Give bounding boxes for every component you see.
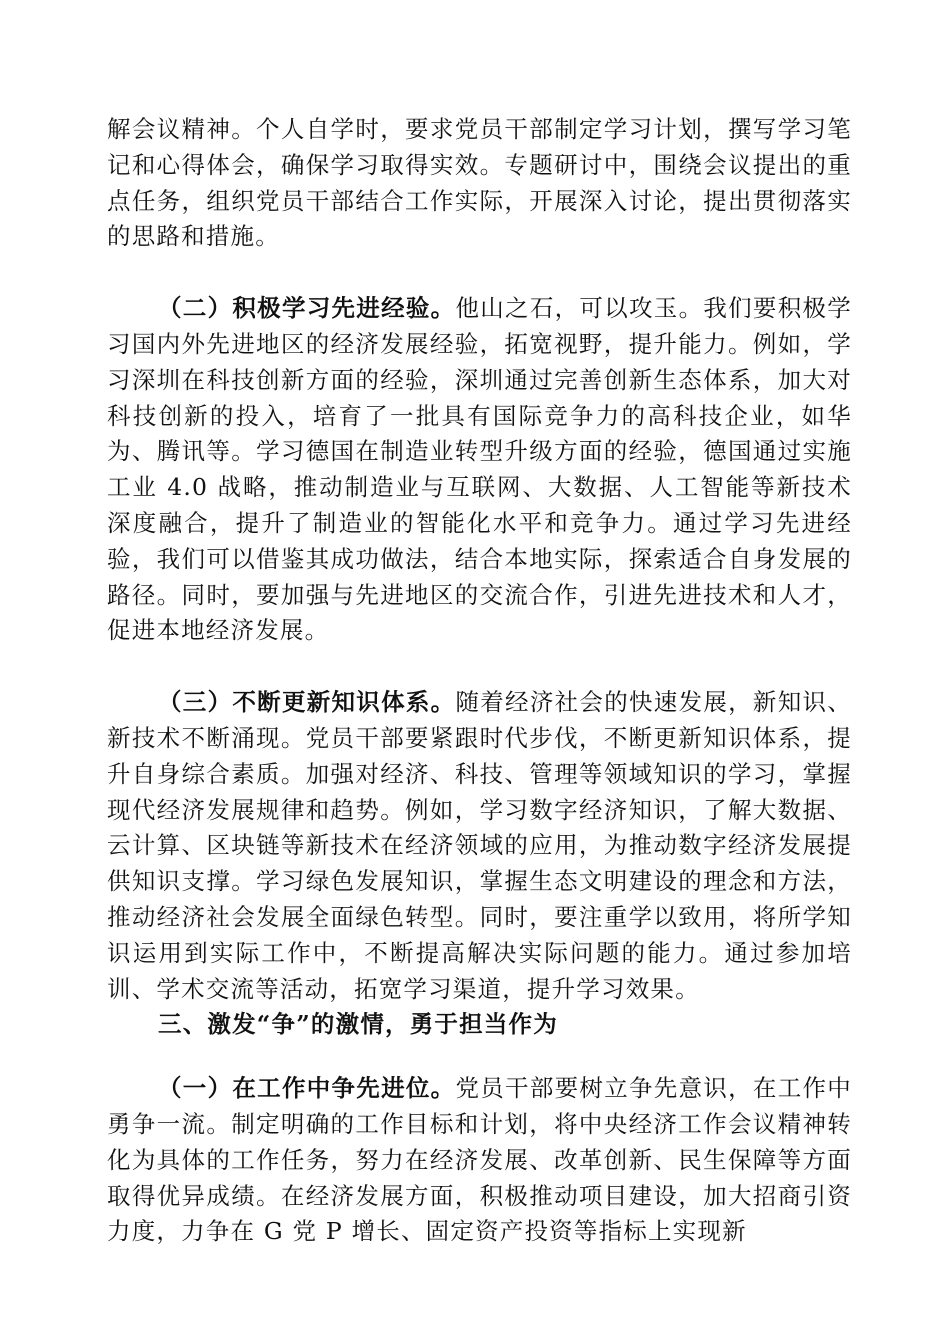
paragraph-text: 随着经济社会的快速发展，新知识、新技术不断涌现。党员干部要紧跟时代步伐，不断更新知识体系，提升自身综合素质。加强对经济、科技、管理等领域知识的学习，掌握现代经济发展规律和趋势。例如，学习数字经济知识，了解大数据、云计算、区块链等新技术在经济领域的应用，为推动数字经济发展提供知识支撑。学习绿色发展知识，掌握生态文明建设的理念和方法，推动经济社会发展全面绿色转型。同时，要注重学以致用，将所学知识运用到实际工作中，不断提高解决实际问题的能力。通过参加培训、学术交流等活动，拓宽学习渠道，提升学习效果。 [107,688,852,1003]
paragraph-lead-heading: （二）积极学习先进经验。 [158,294,456,323]
paragraph-strive-ahead [107,1071,852,1250]
paragraph-continued [107,112,852,255]
paragraph-update-knowledge [107,685,852,1007]
paragraph-text: 解会议精神。个人自学时，要求党员干部制定学习计划，撰写学习笔记和心得体会，确保学习取得实效。专题研讨中，围绕会议提出的重点任务，组织党员干部结合工作实际，开展深入讨论，提出贯彻落实的思路和措施。 [107,115,852,251]
paragraph-lead-heading: （三）不断更新知识体系。 [158,688,456,717]
paragraph-lead-heading: （一）在工作中争先进位。 [158,1074,456,1103]
section-heading: 三、激发“争”的激情，勇于担当作为 [158,1010,558,1039]
paragraph-learn-advanced-experience [107,291,852,649]
paragraph-text: 他山之石，可以攻玉。我们要积极学习国内外先进地区的经济发展经验，拓宽视野，提升能力。例如，学习深圳在科技创新方面的经验，深圳通过完善创新生态体系，加大对科技创新的投入，培育了一批具有国际竞争力的高科技企业，如华为、腾讯等。学习德国在制造业转型升级方面的经验，德国通过实施工业 4.0 战略，推动制造业与互联网、大数据、人工智能等新技术深度融合，提升了制造业的智能化水平和竞争力。通过学习先进经验，我们可以借鉴其成功做法，结合本地实际，探索适合自身发展的路径。同时，要加强与先进地区的交流合作，引进先进技术和人才，促进本地经济发展。 [107,294,852,645]
paragraph-text: 党员干部要树立争先意识，在工作中勇争一流。制定明确的工作目标和计划，将中央经济工作会议精神转化为具体的工作任务，努力在经济发展、改革创新、民生保障等方面取得优异成绩。在经济发展方面，积极推动项目建设，加大招商引资力度，力争在 G 党 P 增长、固定资产投资等指标上实现新 [107,1074,852,1246]
document-page [107,112,852,1250]
